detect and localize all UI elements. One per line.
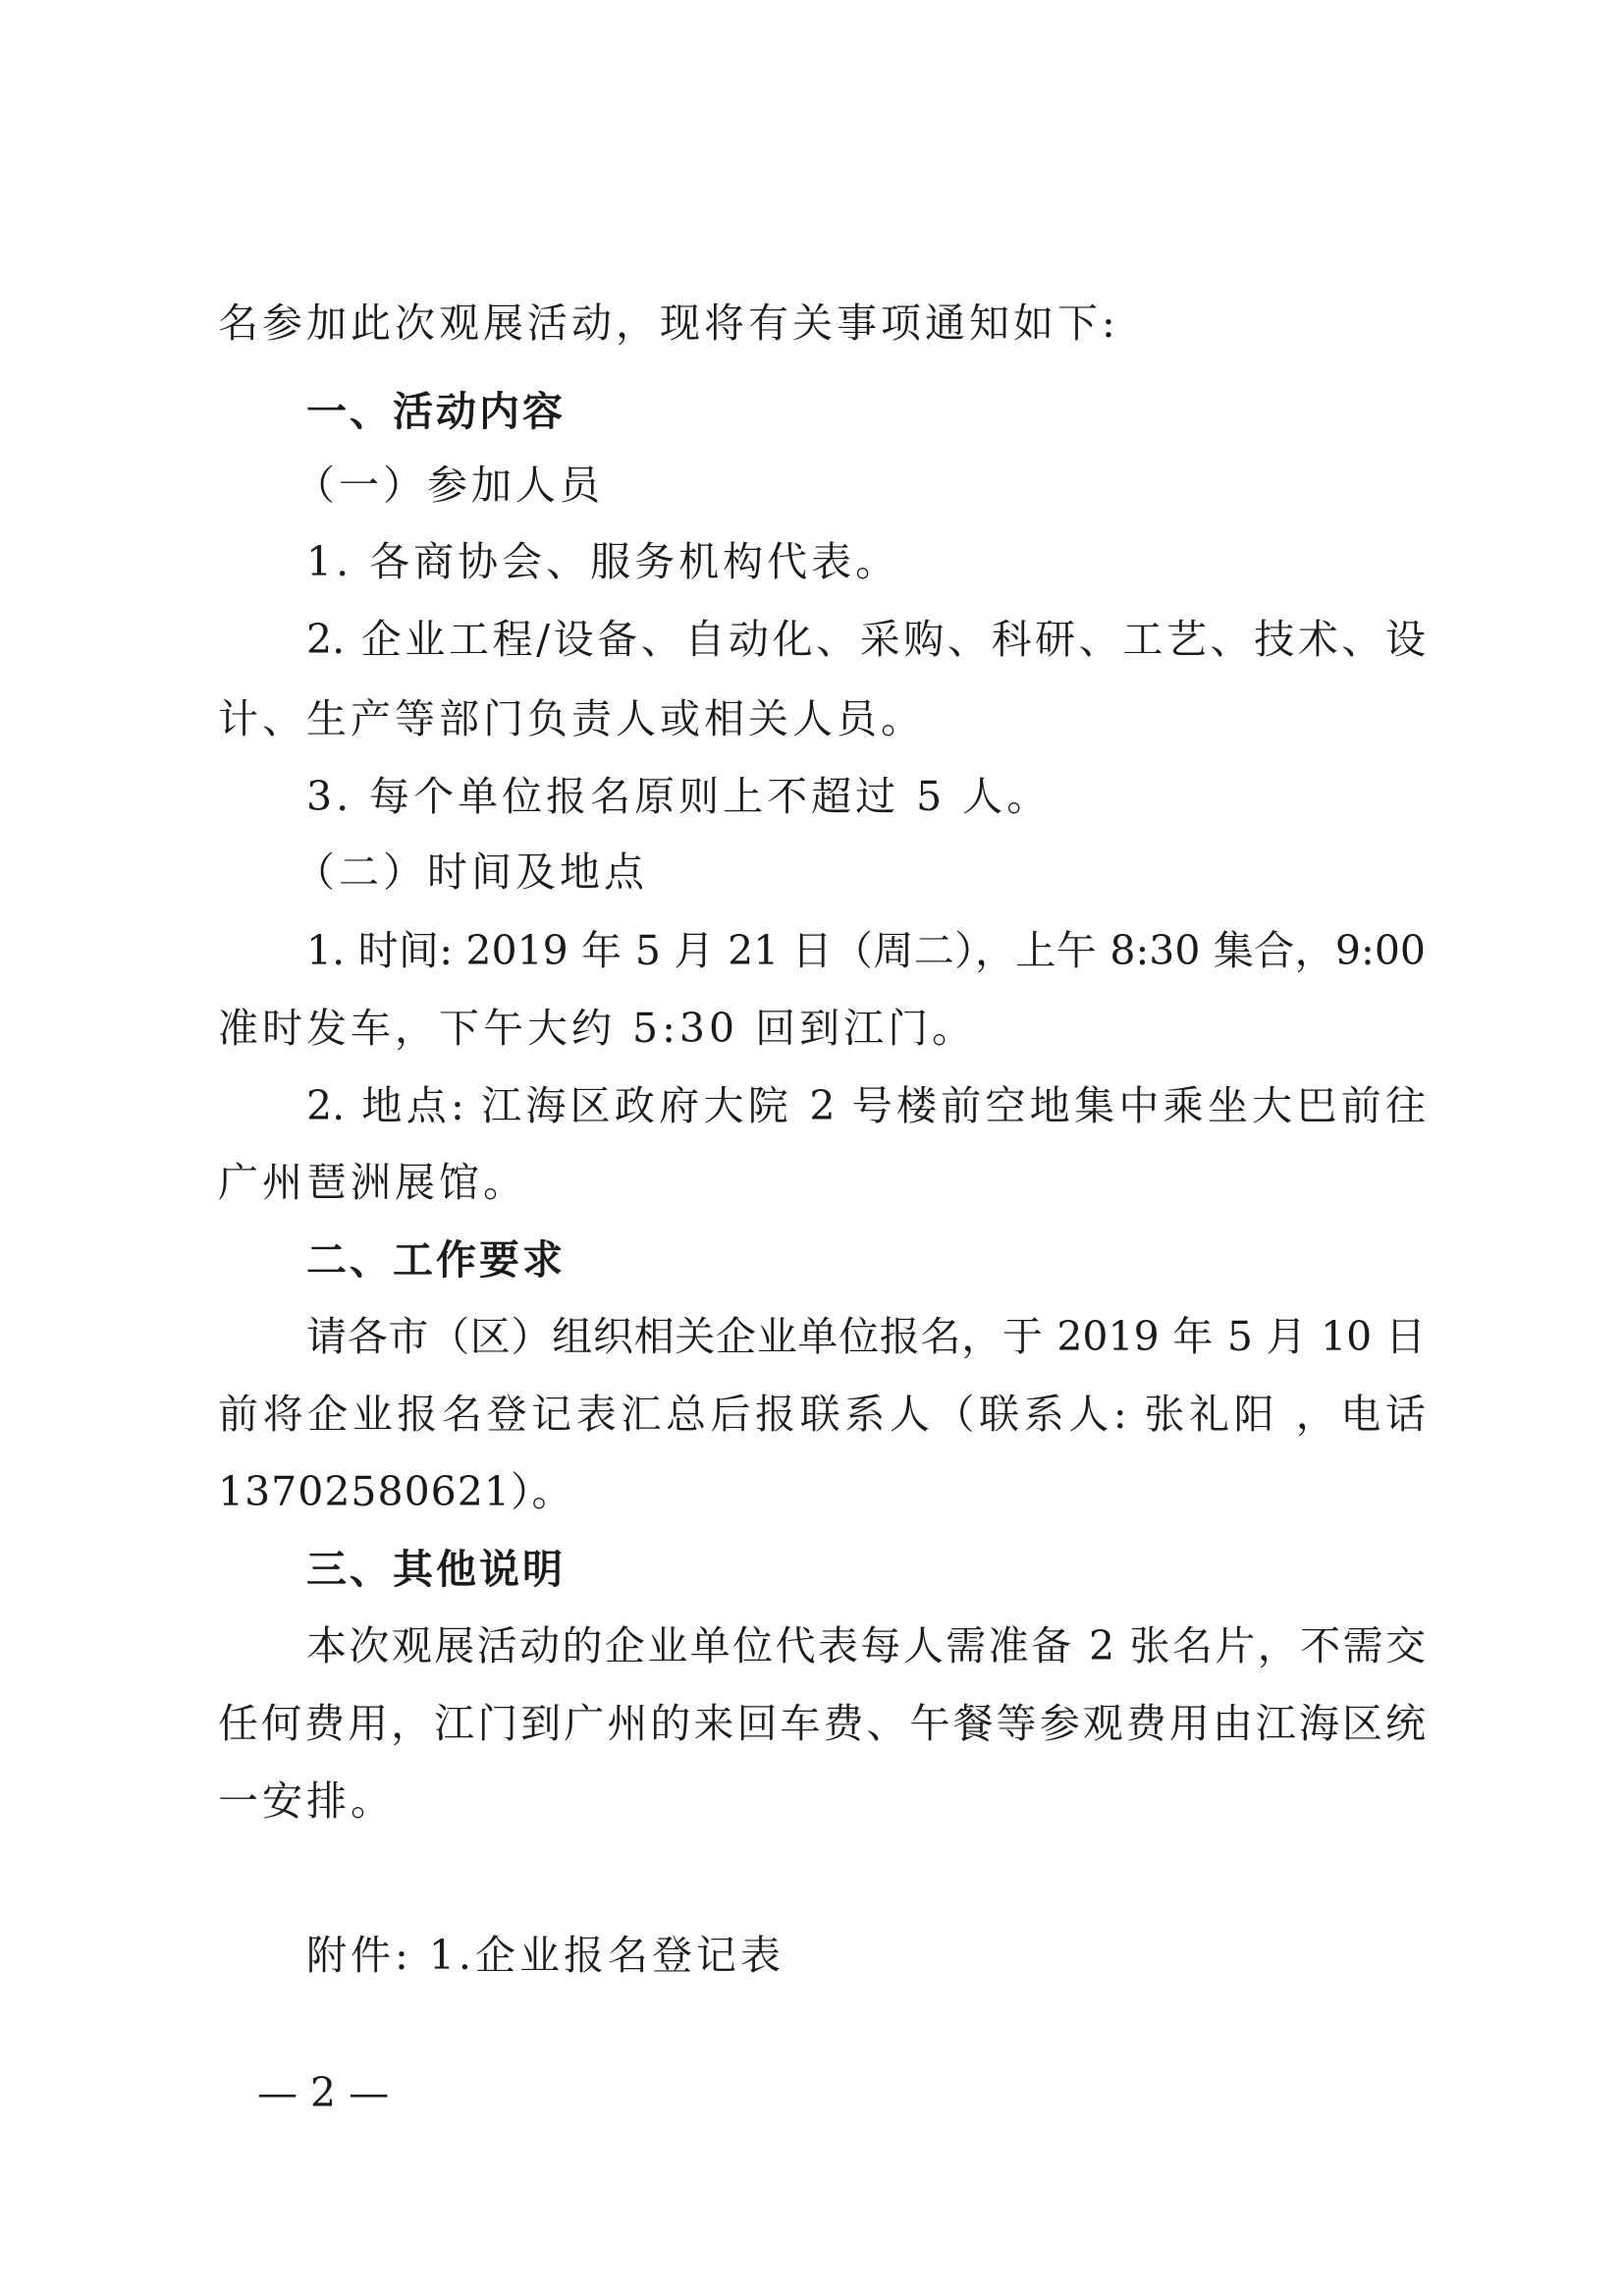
paragraph-intro-continuation: 名参加此次观展活动，现将有关事项通知如下:	[218, 300, 1119, 347]
section-heading-1: 一、活动内容	[306, 388, 566, 435]
notes-line-3: 一安排。	[218, 1777, 395, 1825]
location-line-2: 广州琶洲展馆。	[218, 1159, 527, 1206]
location-line-1: 2. 地点: 江海区政府大院 2 号楼前空地集中乘坐大巴前往	[306, 1082, 1426, 1129]
list-item-2-line-2: 计、生产等部门负责人或相关人员。	[218, 695, 925, 742]
section-heading-3: 三、其他说明	[306, 1546, 566, 1593]
page-number: — 2 —	[257, 2069, 390, 2116]
notes-line-2: 任何费用，江门到广州的来回车费、午餐等参观费用由江海区统	[218, 1700, 1426, 1747]
subsection-heading-time-location: （二）时间及地点	[295, 848, 648, 896]
requirements-line-3: 13702580621）。	[218, 1468, 573, 1515]
requirements-line-1: 请各市（区）组织相关企业单位报名，于 2019 年 5 月 10 日	[306, 1313, 1426, 1360]
requirements-line-2: 前将企业报名登记表汇总后报联系人（联系人: 张礼阳 ，电话	[218, 1391, 1426, 1438]
list-item-1: 1. 各商协会、服务机构代表。	[306, 538, 900, 585]
subsection-heading-participants: （一）参加人员	[295, 462, 604, 509]
time-line-1: 1. 时间: 2019 年 5 月 21 日（周二），上午 8:30 集合，9:00	[306, 927, 1426, 974]
time-line-2: 准时发车，下午大约 5:30 回到江门。	[218, 1005, 977, 1052]
attachment-line: 附件: 1.企业报名登记表	[306, 1932, 784, 1979]
notes-line-1: 本次观展活动的企业单位代表每人需准备 2 张名片，不需交	[306, 1622, 1426, 1669]
list-item-2-line-1: 2. 企业工程/设备、自动化、采购、科研、工艺、技术、设	[306, 616, 1426, 663]
list-item-3: 3. 每个单位报名原则上不超过 5 人。	[306, 773, 1052, 820]
section-heading-2: 二、工作要求	[306, 1236, 566, 1284]
